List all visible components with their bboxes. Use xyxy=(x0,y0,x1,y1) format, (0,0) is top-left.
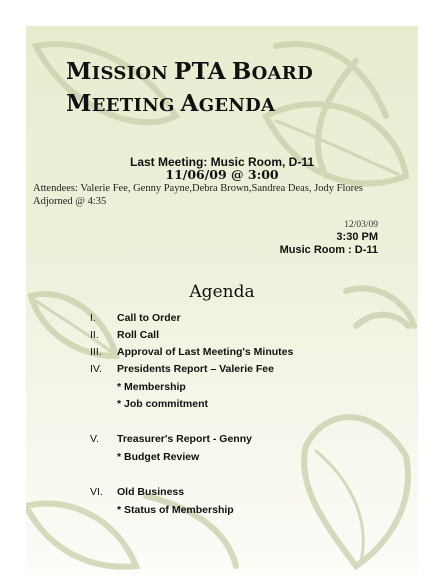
agenda-item: Presidents Report – Valerie Fee xyxy=(117,363,274,375)
title-initial: M xyxy=(66,90,92,117)
agenda-item: Treasurer's Report - Genny xyxy=(117,433,252,445)
title-rest: GENDA xyxy=(198,95,276,116)
title-word-pta: PTA xyxy=(174,58,226,85)
title-initial: B xyxy=(231,58,252,85)
agenda-page xyxy=(26,26,418,574)
item-numeral: V. xyxy=(90,433,99,445)
agenda-subitem: * Job commitment xyxy=(117,398,209,410)
title-rest: EETING xyxy=(91,95,175,116)
item-numeral: I. xyxy=(90,312,96,324)
agenda-item: Old Business xyxy=(117,486,185,498)
agenda-item: Call to Order xyxy=(117,312,181,324)
attendees: Attendees: Valerie Fee, Genny Payne,Debra Brown,Sandrea Deas, Jody Flores xyxy=(33,183,363,194)
last-meeting-datetime: 11/06/09 @ 3:00 xyxy=(165,167,279,182)
title-initial: A xyxy=(180,90,199,117)
title-initial: M xyxy=(66,58,92,85)
item-numeral: VI. xyxy=(90,486,103,498)
page-title-line-1 xyxy=(66,58,313,85)
item-numeral: III. xyxy=(90,346,102,358)
meeting-date: 12/03/09 xyxy=(344,220,378,230)
agenda-heading: Agenda xyxy=(189,282,255,302)
agenda-item: Roll Call xyxy=(117,329,160,341)
title-rest: ISSION xyxy=(91,63,169,84)
agenda-item: Approval of Last Meeting's Minutes xyxy=(117,346,294,358)
page-title-line-2 xyxy=(66,90,275,117)
agenda-subitem: * Status of Membership xyxy=(117,504,234,516)
agenda-subitem: * Membership xyxy=(117,381,186,393)
agenda-subitem: * Budget Review xyxy=(117,451,200,463)
title-rest: OARD xyxy=(251,63,313,84)
item-numeral: II. xyxy=(90,329,99,341)
item-numeral: IV. xyxy=(90,363,102,375)
adjourned: Adjorned @ 4:35 xyxy=(33,196,107,207)
meeting-time: 3:30 PM xyxy=(336,231,378,243)
meeting-location: Music Room : D-11 xyxy=(279,244,378,256)
last-meeting-label: Last Meeting: Music Room, D-11 xyxy=(129,155,315,169)
